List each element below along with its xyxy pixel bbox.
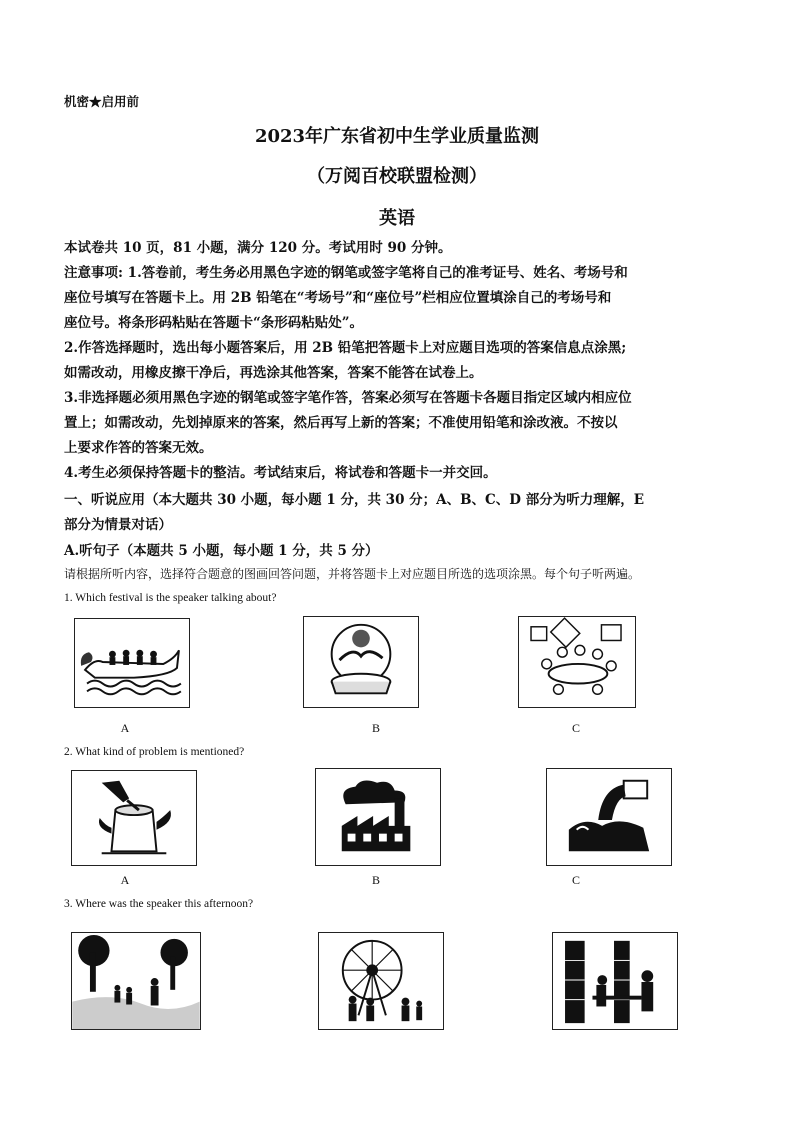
question-text: 3. Where was the speaker this afternoon? xyxy=(64,898,254,910)
family-dinner-picture xyxy=(518,616,636,708)
dragon-boat-picture xyxy=(74,618,190,708)
notice-line: 上要求作答的答案无效。 xyxy=(64,440,213,456)
library-picture xyxy=(552,932,678,1030)
notice-line: 座位号填写在答题卡上。用 2B 铅笔在“考场号”和“座位号”栏相应位置填涂自己的考场号和 xyxy=(64,290,612,306)
section-heading: 部分为情景对话） xyxy=(64,517,172,533)
notice-line: 2.作答选择题时，选出每小题答案后，用 2B 铅笔把答题卡上对应题目选项的答案信息点涂黑; xyxy=(64,340,627,356)
notice-line: 座位号。将条形码粘贴在答题卡“条形码粘贴处”。 xyxy=(64,315,364,331)
water-pollution-picture xyxy=(546,768,672,866)
option-label: C xyxy=(571,721,580,735)
listening-instruction: 请根据所听内容，选择符合题意的图画回答问题，并将答题卡上对应题目所选的选项涂黑。每个句子听两遍。 xyxy=(64,567,641,581)
notice-line: 如需改动，用橡皮擦干净后，再选涂其他答案，答案不能答在试卷上。 xyxy=(64,365,483,381)
exam-title: 2023年广东省初中生学业质量监测 xyxy=(254,126,540,147)
part-heading: A.听句子（本题共 5 小题，每小题 1 分，共 5 分） xyxy=(64,543,379,559)
factory-pollution-picture xyxy=(315,768,441,866)
option-label: C xyxy=(571,873,580,887)
exam-summary: 本试卷共 10 页，81 小题，满分 120 分。考试用时 90 分钟。 xyxy=(64,240,452,256)
option-label: B xyxy=(371,873,380,887)
confidential-mark: 机密★启用前 xyxy=(64,94,140,109)
notice-line: 4.考生必须保持答题卡的整洁。考试结束后，将试卷和答题卡一并交回。 xyxy=(64,465,497,481)
exam-subtitle: （万阅百校联盟检测） xyxy=(307,166,487,187)
amusement-park-picture xyxy=(318,932,444,1030)
subject-title: 英语 xyxy=(379,208,415,229)
option-label: B xyxy=(371,721,380,735)
option-label: A xyxy=(120,721,130,735)
question-text: 1. Which festival is the speaker talking about? xyxy=(64,592,277,604)
tree-cutting-picture xyxy=(71,770,197,866)
section-heading: 一、听说应用（本大题共 30 小题，每小题 1 分，共 30 分；A、B、C、D 部分为听力理解，E xyxy=(64,492,644,508)
mooncake-picture xyxy=(303,616,419,708)
notice-line: 3.非选择题必须用黑色字迹的钢笔或签字笔作答，答案必须写在答题卡各题目指定区域内相应位 xyxy=(64,390,632,406)
notice-line: 注意事项: 1.答卷前，考生务必用黑色字迹的钢笔或签字笔将自己的准考证号、姓名、考场号和 xyxy=(64,265,628,281)
notice-line: 置上；如需改动，先划掉原来的答案，然后再写上新的答案；不准使用铅笔和涂改液。不按以 xyxy=(64,415,618,431)
option-label: A xyxy=(120,873,130,887)
question-text: 2. What kind of problem is mentioned? xyxy=(64,746,245,758)
park-picture xyxy=(71,932,201,1030)
